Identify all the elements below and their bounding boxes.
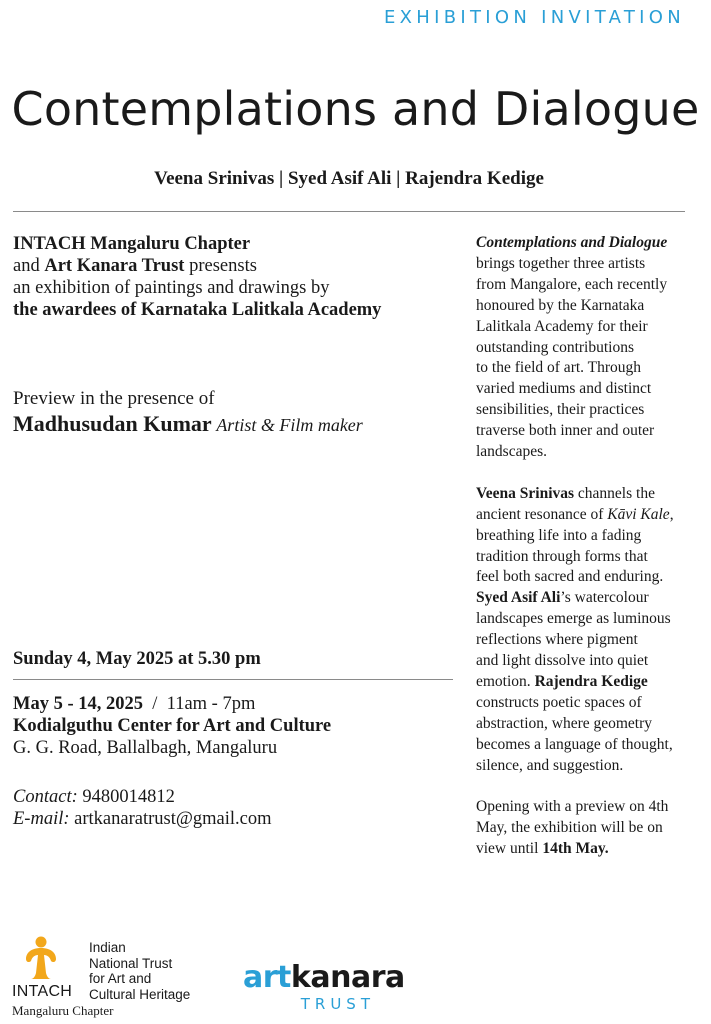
exhibition-dates: May 5 - 14, 2025 [13,694,143,714]
artist-name: Syed Asif Ali [476,589,561,607]
ak-art: art [243,960,291,995]
description-line: to the field of art. Through [476,359,642,377]
guest-role: Artist & Film maker [216,415,363,435]
venue-name: Kodialguthu Center for Art and Culture [13,716,332,736]
description-line: Opening with a preview on 4th [476,798,669,816]
email-label: E-mail: [13,809,70,829]
exhibition-type: an exhibition of paintings and drawings by [13,278,330,298]
ak-trust: TRUST [300,995,375,1013]
description-line: abstraction, where geometry [476,714,653,732]
divider-middle [13,679,453,680]
art-form-name: Kāvi Kale [607,505,670,523]
description-line: ’s watercolour [560,589,649,607]
description-column [476,233,691,881]
description-line: tradition through forms that [476,547,648,565]
description-line: from Mangalore, each recently [476,275,668,293]
artist-name: Rajendra Kedige [534,673,648,691]
exhibition-title: Contemplations and Dialogue [11,82,700,136]
description-line: feel both sacred and enduring. [476,568,664,586]
intach-wordmark: INTACH [12,983,73,1000]
chief-guest [13,413,363,437]
exhibition-hours: / 11am - 7pm [143,694,256,714]
intach-emblem-icon [23,935,59,981]
description-line: May, the exhibition will be on [476,819,663,837]
guest-name: Madhusudan Kumar [13,411,212,436]
contact-email[interactable]: artkanaratrust@gmail.com [69,809,272,829]
presenter-org-2: Art Kanara Trust [44,256,185,276]
intach-name-line: National Trust [89,955,173,971]
divider-top [13,211,685,212]
description-line: brings together three artists [476,254,646,272]
awardees-line: the awardees of Karnataka Lalitkala Academy [13,300,382,320]
presenters-block [13,233,453,321]
description-line: landscapes emerge as luminous [476,610,671,628]
description-line: channels the [574,484,655,502]
description-line: varied mediums and distinct [476,380,652,398]
contact-label: Contact: [13,787,78,807]
description-line: silence, and suggestion. [476,756,624,774]
description-line: and light dissolve into quiet [476,652,649,670]
description-line: landscapes. [476,443,548,461]
intach-chapter: Mangaluru Chapter [12,1003,114,1018]
artist-name: Veena Srinivas [476,484,575,502]
preview-intro: Preview in the presence of [13,388,215,409]
description-line: sensibilities, their practices [476,401,645,419]
description-line: traverse both inner and outer [476,422,655,440]
presenter-verb: presensts [184,256,257,276]
description-paragraph-2 [476,484,691,777]
artists-line: Veena Srinivas | Syed Asif Ali | Rajendra Kedige [154,168,544,189]
art-kanara-trust-logo [243,962,405,1013]
description-line: honoured by the Karnataka [476,296,645,314]
description-paragraph-3 [476,797,691,860]
description-title: Contemplations and Dialogue [476,234,668,251]
intach-logo [12,935,202,1020]
contact-phone[interactable]: 9480014812 [77,787,175,807]
description-line: ancient resonance of [476,505,608,523]
intach-name-line: for Art and [89,971,152,986]
intach-name-line: Indian [89,940,126,955]
closing-date: 14th May. [542,840,609,858]
description-line: emotion. [476,673,535,691]
ak-kanara: kanara [290,960,405,995]
ak-wordmark [243,962,405,994]
intach-fullname [89,940,190,1002]
description-line: reflections where pigment [476,631,638,649]
description-line: Lalitkala Academy for their [476,317,648,335]
presenter-and: and [13,256,45,276]
description-line: becomes a language of thought, [476,735,673,753]
intach-name-line: Cultural Heritage [89,986,191,1002]
description-paragraph-1 [476,233,691,463]
description-line: outstanding contributions [476,338,635,356]
description-line: , [669,505,674,523]
venue-address: G. G. Road, Ballalbagh, Mangaluru [13,738,278,758]
description-line: constructs poetic spaces of [476,693,642,711]
contact-block [13,786,271,830]
description-line: view until [476,840,543,858]
venue-block [13,693,331,759]
invitation-kicker: EXHIBITION INVITATION [383,7,685,28]
presenter-org-1: INTACH Mangaluru Chapter [13,234,251,254]
description-line: breathing life into a fading [476,526,642,544]
opening-date: Sunday 4, May 2025 at 5.30 pm [13,649,261,669]
